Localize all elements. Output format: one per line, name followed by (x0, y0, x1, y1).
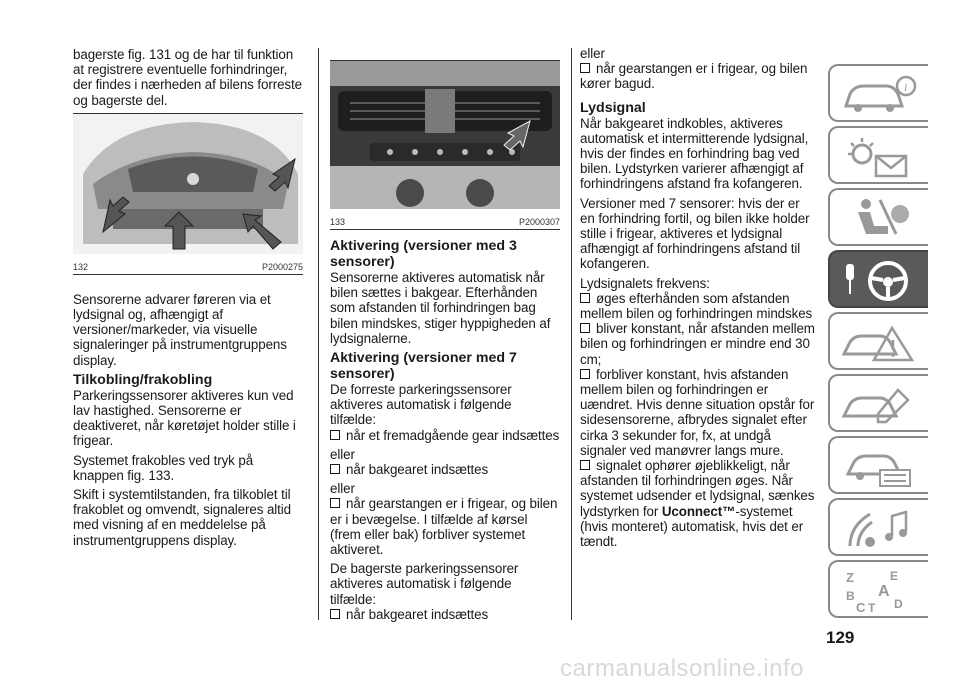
car-info-icon (840, 72, 920, 118)
figure-caption (73, 262, 303, 272)
intro-paragraph: bagerste fig. 131 og de har til funktion at registrere eventuelle forhindringer, der findes i nærheden af bilens forreste og bagerste del. (73, 47, 302, 108)
list-item: når bakgearet indsættes (330, 462, 560, 477)
seven-sensors-paragraph: Versioner med 7 sensorer: hvis der er en forhindring fortil, og bilen ikke holder stille i frigear, aktiveres et lydsignal afhængigt af forhindringens afstand til kofangeren. (580, 195, 810, 272)
checkbox-bullet-icon (330, 464, 340, 474)
index-letter: A (878, 583, 890, 600)
figure-code: P2000307 (518, 217, 560, 227)
list-item: når gearstangen er i frigear, og bilen kører bagud. (580, 61, 808, 92)
section-heading-activation: Tilkobling/frakobling (73, 371, 213, 388)
list-item: når et fremadgående gear indsættes (330, 428, 560, 443)
index-letter: Z (846, 570, 854, 585)
checkbox-bullet-icon (330, 609, 340, 619)
column-1 (73, 0, 303, 548)
figure-bottom-rule (73, 274, 303, 275)
sound-paragraph: Når bakgearet indkobles, aktiveres automatisk et intermitterende lydsignal, hvis der findes en forhindring bag ved bilen. Lydstyrken varierer afhængigt af forhindringens afstand fra kofangeren. (580, 115, 809, 192)
list-item: bliver konstant, når afstanden mellem bilen og forhindringen er mindre end 30 cm; (580, 321, 815, 367)
tab-technical-data[interactable] (828, 436, 928, 494)
list-item: øges efterhånden som afstanden mellem bilen og forhindringen mindskes (580, 290, 813, 322)
steering-wheel-icon (840, 258, 920, 304)
tab-emergency[interactable] (828, 312, 928, 370)
section-heading-3-sensors: Aktivering (versioner med 3 sensorer) (330, 238, 517, 270)
front-sensors-paragraph: De forreste parkeringssensorer aktiveres automatisk i følgende tilfælde: (330, 382, 512, 428)
accident-icon (840, 320, 920, 366)
watermark: carmanualsonline.info (560, 655, 804, 682)
figure-number: 133 (330, 217, 346, 227)
section-heading-7-sensors: Aktivering (versioner med 7 sensorer) (330, 350, 517, 383)
maintenance-icon (840, 382, 920, 428)
checkbox-bullet-icon (330, 498, 340, 508)
checkbox-bullet-icon (580, 323, 590, 333)
checkbox-bullet-icon (580, 293, 590, 303)
list-item: forbliver konstant, hvis afstanden mellem bilen og forhindringen er uændret. Hvis denne situation opstår for sidesensorerne, afbrydes signalet efter cirka 3 sekunder for, fx, at undgå signaler ved manøvrer langs mure. (580, 366, 815, 458)
index-letter: C (856, 600, 866, 614)
figure-133 (330, 61, 560, 227)
button-paragraph: Systemet frakobles ved tryk på knappen fig. 133. (73, 452, 254, 483)
index-letter: D (894, 597, 903, 611)
seat-airbag-icon (840, 196, 920, 242)
rear-sensors-paragraph: De bagerste parkeringssensorer aktiveres automatisk i følgende tilfælde: (330, 561, 519, 607)
multimedia-icon (840, 506, 920, 552)
tab-warning-lights[interactable] (828, 126, 928, 184)
figure-code: P2000275 (261, 261, 303, 272)
svg-text:i: i (904, 80, 908, 94)
section-heading-sound: Lydsignal (580, 99, 646, 116)
activation-3-paragraph: Sensorerne aktiveres automatisk når bilen sættes i bakgear. Efterhånden som afstanden til forhindringen bag bilen mindskes, stiger hyppigheden af lydsignalerne. (330, 270, 551, 346)
figure-bottom-rule (330, 229, 560, 230)
tab-index[interactable] (828, 560, 928, 618)
low-speed-paragraph: Parkeringssensorer aktiveres kun ved lav hastighed. Sensorerne er deaktiveret, når køretøjet holder stille i frigear. (73, 387, 296, 449)
index-letter: B (846, 589, 855, 603)
state-change-paragraph: Skift i systemtilstanden, fra tilkoblet til frakoblet og omvendt, signaleres altid med visning af en meddelelse på instrumentgruppens display. (73, 487, 292, 548)
page-number: 129 (826, 628, 855, 647)
figure-132 (73, 114, 303, 272)
column-divider-1 (318, 48, 319, 620)
index-letter: E (890, 569, 899, 583)
checkbox-bullet-icon (580, 460, 590, 470)
or-text: eller (580, 46, 605, 61)
warning-lights-icon (840, 134, 920, 180)
list-item: når gearstangen er i frigear, og bilen er i bevægelse. I tilfælde af kørsel (frem eller bak) forbliver systemet aktiveret. (330, 496, 558, 558)
list-item: når bakgearet indsættes (330, 607, 560, 622)
frequency-paragraph: Lydsignalets frekvens: (580, 275, 710, 291)
or-text: eller (330, 446, 355, 462)
checkbox-bullet-icon (330, 430, 340, 440)
checkbox-bullet-icon (580, 63, 590, 73)
column-2 (330, 0, 560, 622)
checkbox-bullet-icon (580, 369, 590, 379)
tab-starting-driving[interactable] (828, 250, 928, 308)
tab-car-info[interactable] (828, 64, 928, 122)
dashboard-button-image (330, 61, 560, 209)
figure-number: 132 (73, 261, 89, 272)
brand-name: Uconnect™ (661, 503, 736, 519)
sensor-warning-paragraph: Sensorerne advarer føreren via et lydsignal og, afhængigt af versioner/markeder, via visuelle signaleringer på instrumentgruppens display. (73, 291, 287, 368)
column-divider-2 (571, 48, 572, 620)
list-item: signalet ophører øjeblikkeligt, når afstanden til forhindringen øges. Når systemet udsender et lydsignal, sænkes lydstyrken for Uconnect™-systemet (hvis monteret) automatisk, hvis det er tændt. (580, 458, 815, 550)
index-letter: T (868, 601, 876, 614)
car-front-sensors-image (73, 114, 303, 254)
technical-data-icon (840, 444, 920, 490)
index-icon (840, 568, 920, 614)
tab-maintenance[interactable] (828, 374, 928, 432)
column-3 (580, 0, 815, 549)
figure-caption (330, 217, 560, 227)
or-text: eller (330, 481, 355, 497)
tab-safety[interactable] (828, 188, 928, 246)
tab-multimedia[interactable] (828, 498, 928, 556)
